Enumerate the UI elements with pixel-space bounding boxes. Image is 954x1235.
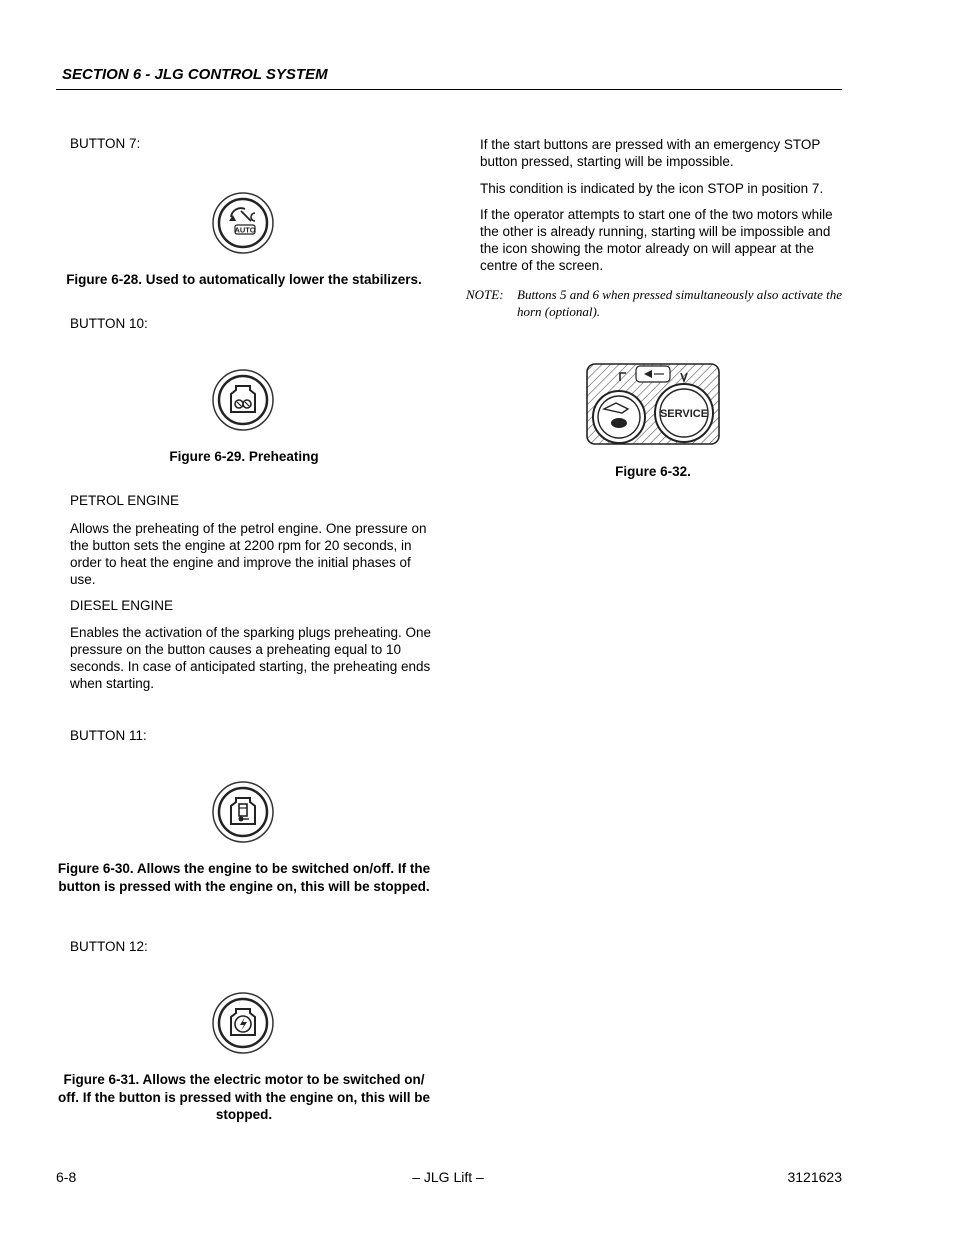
document-number: 3121623 — [787, 1169, 842, 1185]
footer-center: – JLG Lift – — [412, 1169, 484, 1185]
motor-running-paragraph: If the operator attempts to start one of the two motors while the other is already running, starting will be impossible and the icon showing the motor already on will appear at the centre of the screen. — [480, 207, 833, 273]
button7-label: BUTTON 7: — [70, 136, 141, 151]
figure-6-28-caption: Figure 6-28. Used to automatically lower the stabilizers. — [66, 272, 422, 287]
engine-on-off-icon — [211, 780, 275, 844]
figure-6-32-service-panel-icon — [586, 363, 720, 447]
figure-6-29-caption: Figure 6-29. Preheating — [169, 449, 319, 464]
diesel-engine-heading: DIESEL ENGINE — [70, 598, 174, 613]
button11-label: BUTTON 11: — [70, 728, 147, 743]
note-text: Buttons 5 and 6 when pressed simultaneously also activate the horn (optional). — [517, 287, 842, 319]
section-title: SECTION 6 - JLG CONTROL SYSTEM — [62, 66, 328, 83]
auto-icon-text: AUTO — [234, 225, 256, 235]
button12-label: BUTTON 12: — [70, 939, 148, 954]
start-buttons-paragraph: If the start buttons are pressed with an emergency STOP button pressed, starting will be impossible. — [480, 137, 821, 169]
header-rule — [56, 89, 842, 90]
note-label: NOTE: — [466, 287, 504, 302]
figure-6-31-caption: Figure 6-31. Allows the electric motor to be switched on/ off. If the button is pressed with the engine on, this will be stopped. — [57, 1072, 430, 1122]
stop-condition-paragraph: This condition is indicated by the icon STOP in position 7. — [480, 181, 824, 196]
auto-lower-stabilizers-icon — [211, 191, 275, 255]
service-icon-text: SERVICE — [659, 408, 709, 420]
diesel-engine-text: Enables the activation of the sparking plugs preheating. One pressure on the button causes a preheating equal to 10 seconds. In case of anticipated starting, the preheating ends when starting. — [70, 625, 431, 691]
figure-6-32-caption: Figure 6-32. — [615, 464, 691, 479]
electric-motor-on-off-icon — [211, 991, 275, 1055]
button10-label: BUTTON 10: — [70, 316, 148, 331]
petrol-engine-text: Allows the preheating of the petrol engine. One pressure on the button sets the engine at 2200 rpm for 20 seconds, in order to heat the engine and improve the initial phases of use. — [70, 521, 427, 587]
figure-6-30-caption: Figure 6-30. Allows the engine to be switched on/off. If the button is pressed with the engine on, this will be stopped. — [57, 861, 431, 894]
petrol-engine-heading: PETROL ENGINE — [70, 493, 180, 508]
page-number: 6-8 — [56, 1169, 77, 1185]
preheating-icon — [211, 368, 275, 432]
